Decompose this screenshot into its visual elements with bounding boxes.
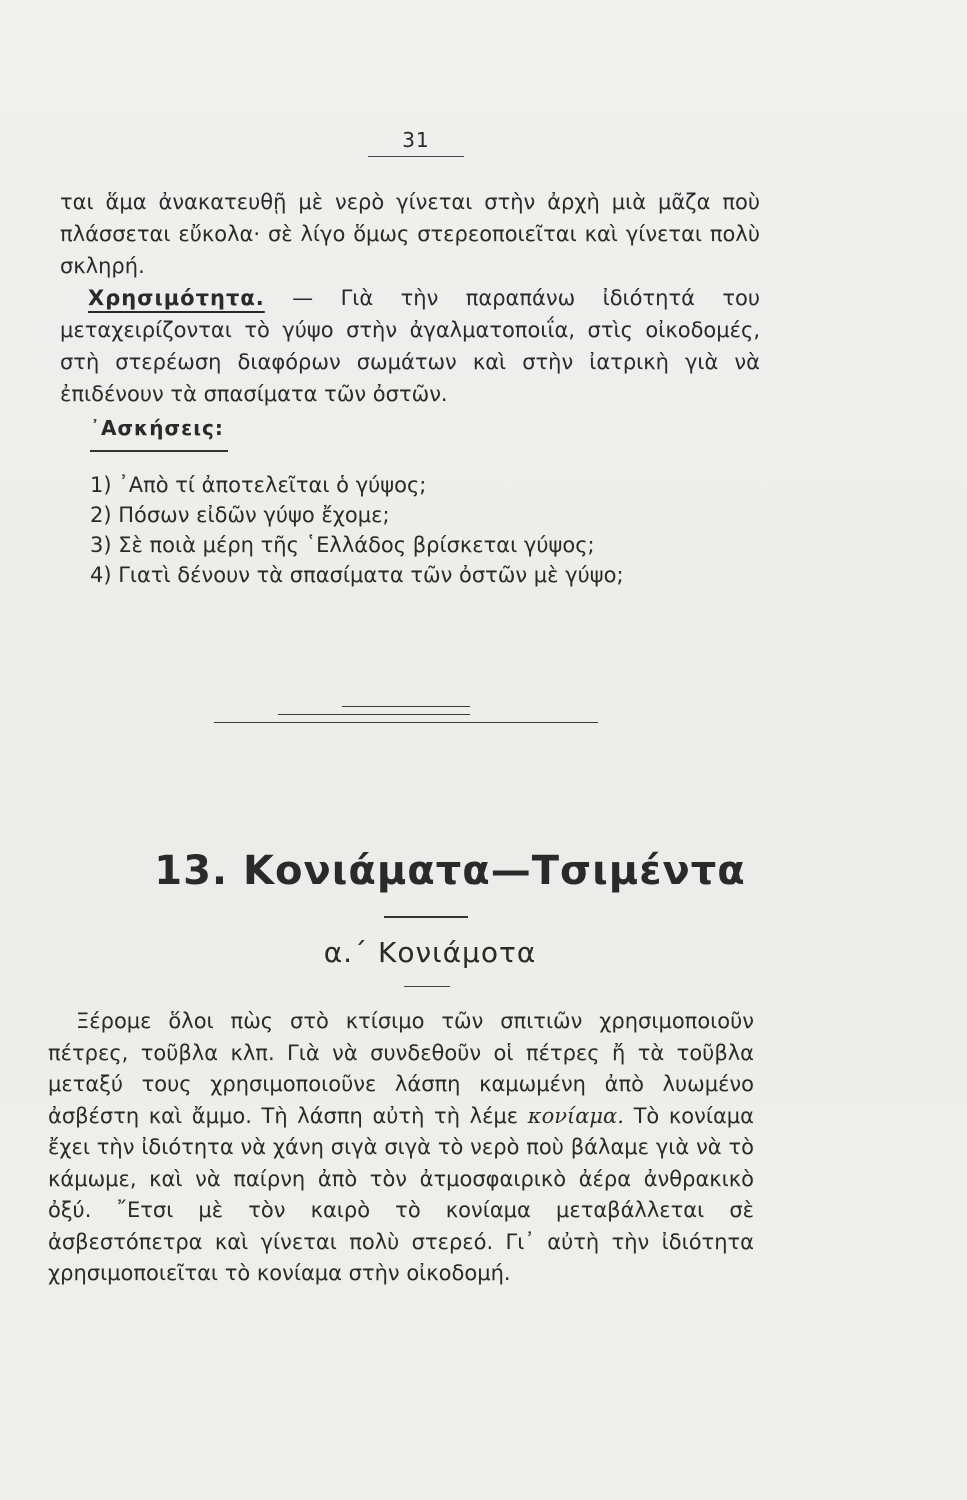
section-divider-line — [342, 706, 470, 707]
chapter-paragraph-body — [48, 1006, 754, 1290]
exercise-item: 4) Γιατὶ δένουν τὰ σπασίματα τῶν ὀστῶν μὲ γύψο; — [90, 563, 624, 587]
exercises-heading-underline — [90, 450, 228, 452]
section-divider-line — [278, 714, 470, 715]
page-number: 31 — [402, 128, 430, 152]
exercise-item: 1) ᾿Απὸ τί ἀποτελεῖται ὁ γύψος; — [90, 473, 427, 497]
page-number-underline — [368, 156, 464, 157]
intro-paragraph-text: ται ἅμα ἀνακατευθῇ μὲ νερὸ γίνεται στὴν ἀρχὴ μιὰ μᾶζα ποὺ πλάσσεται εὔκολα· σὲ λίγο ὅμως στερεοποιεῖται καὶ γίνεται πολὺ σκληρή. — [60, 190, 760, 278]
usage-text: — Γιὰ τὴν παραπάνω ἰδιότητά του μεταχειρίζονται τὸ γύψο στὴν ἀγαλματοποιΐα, στὶς οἰκοδομές, στὴ στερέωση διαφόρων σωμάτων καὶ στὴν ἰατρικὴ γιὰ νὰ ἐπιδένουν τὰ σπασίματα τῶν ὀστῶν. — [60, 286, 760, 406]
intro-paragraph — [60, 186, 760, 282]
usage-paragraph — [60, 282, 760, 410]
usage-paragraph-body — [60, 282, 760, 410]
usage-term: Χρησιμότητα. — [88, 286, 265, 310]
chapter-paragraph-start: Ξέρομε ὅλοι πὼς στὸ κτίσιμο τῶν σπιτιῶν χρησιμοποιοῦν πέτρες, τοῦβλα κλπ. Γιὰ νὰ συνδεθοῦν οἱ πέτρες ἤ τὰ τοῦβλα μεταξύ τους χρησιμοποιοῦνε λάσπη καμωμένη ἀπὸ λυωμένο ἀσβέστη καὶ ἄμμο. Τὴ λάσπη αὐτὴ τὴ λέμε — [48, 1009, 754, 1128]
section-title: α.΄ Κονιάμοτα — [323, 936, 537, 969]
chapter-title-rule — [384, 916, 468, 918]
section-divider-line — [214, 722, 598, 723]
exercises-heading: ᾿Ασκήσεις: — [90, 416, 224, 440]
exercise-item: 2) Πόσων εἰδῶν γύψο ἔχομε; — [90, 503, 390, 527]
chapter-paragraph-end: Τὸ κονίαμα ἔχει τὴν ἰδιότητα νὰ χάνη σιγὰ σιγὰ τὸ νερὸ ποὺ βάλαμε γιὰ νὰ τὸ κάμωμε, καὶ νὰ παίρνη ἀπὸ τὸν ἀτμοσφαιρικὸ ἀέρα ἀνθρακικὸ ὀξύ. ῎Ετσι μὲ τὸν καιρὸ τὸ κονίαμα μεταβάλλεται σὲ ἀσβεστόπετρα καὶ γίνεται πολὺ στερεό. Γι᾿ αὐτὴ τὴν ἰδιότητα χρησιμοποιεῖται τὸ κονίαμα στὴν οἰκοδομή. — [48, 1103, 754, 1285]
exercises-list — [90, 470, 730, 590]
exercise-item: 3) Σὲ ποιὰ μέρη τῆς ῾Ελλάδος βρίσκεται γύψος; — [90, 533, 595, 557]
chapter-paragraph — [48, 1006, 754, 1290]
section-title-rule — [404, 986, 450, 987]
chapter-title: 13. Κονιάματα—Τσιμέντα — [154, 848, 746, 894]
chapter-paragraph-term: κονίαμα. — [527, 1103, 624, 1128]
